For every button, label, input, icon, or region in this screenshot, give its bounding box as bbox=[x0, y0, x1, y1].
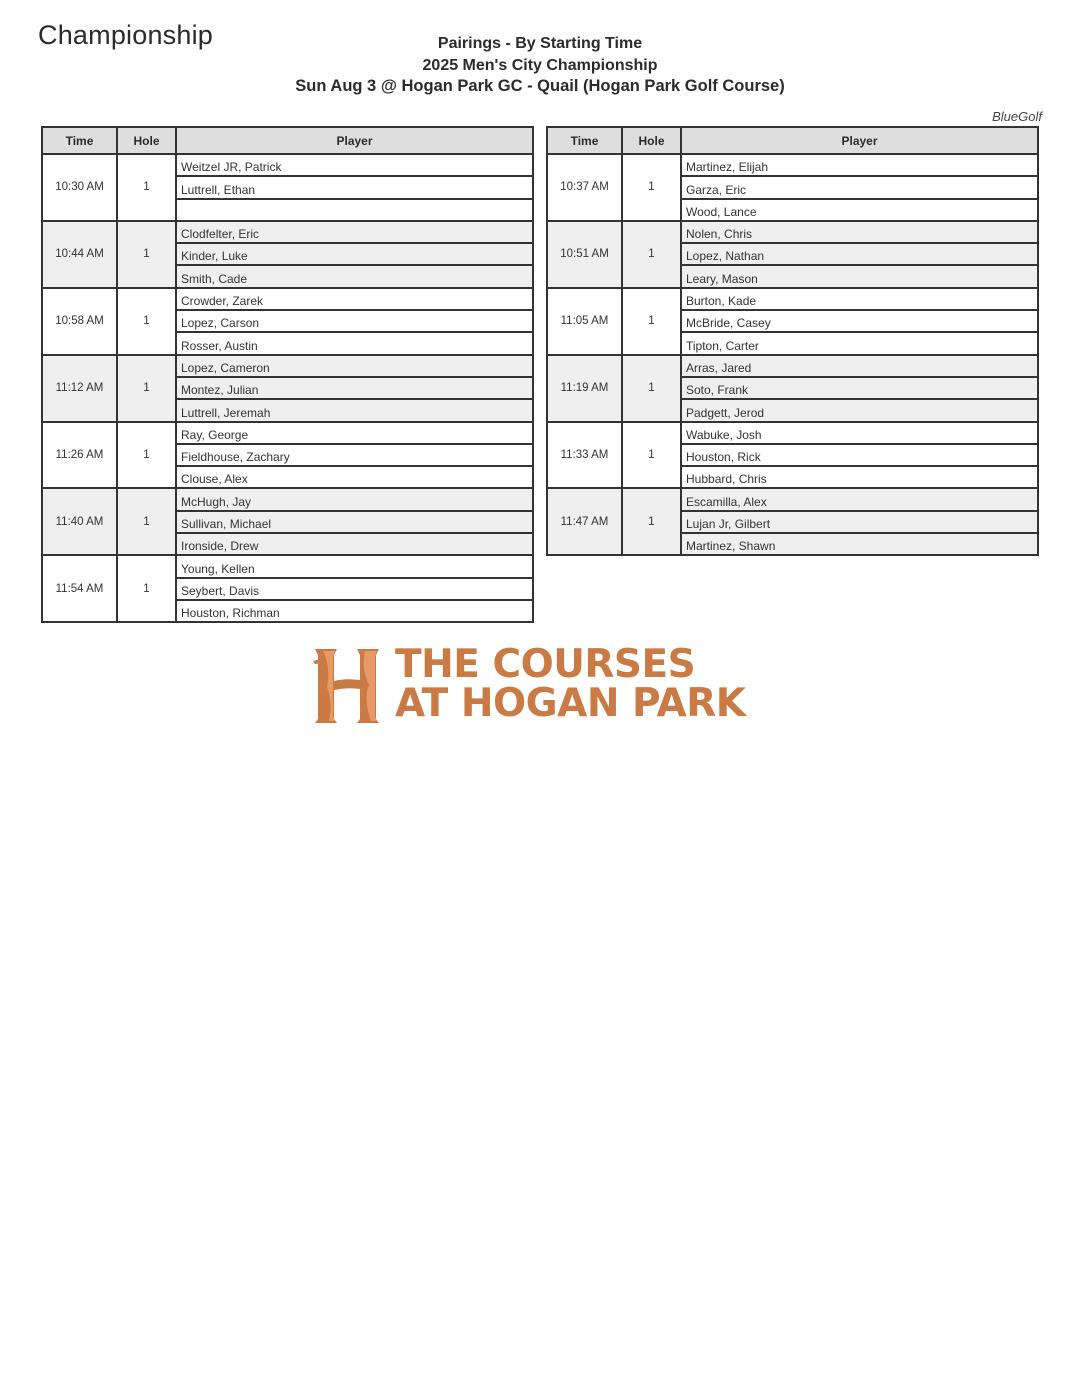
table-row bbox=[547, 154, 1038, 176]
starting-hole: 1 bbox=[622, 288, 681, 355]
starting-hole: 1 bbox=[622, 355, 681, 422]
player-name: Martinez, Elijah bbox=[681, 154, 1038, 176]
player-name: Houston, Richman bbox=[176, 600, 533, 622]
pairings-table-right bbox=[546, 126, 1039, 556]
table-row bbox=[547, 221, 1038, 243]
event-date-course: Sun Aug 3 @ Hogan Park GC - Quail (Hogan Park Golf Course) bbox=[295, 77, 785, 95]
hogan-park-logo bbox=[313, 642, 753, 727]
player-name: Clouse, Alex bbox=[176, 466, 533, 488]
player-name: Young, Kellen bbox=[176, 555, 533, 577]
starting-hole: 1 bbox=[622, 422, 681, 489]
table-row bbox=[42, 288, 533, 310]
player-name: Luttrell, Ethan bbox=[176, 176, 533, 198]
player-name: Burton, Kade bbox=[681, 288, 1038, 310]
player-name: Escamilla, Alex bbox=[681, 488, 1038, 510]
starting-hole: 1 bbox=[117, 154, 176, 221]
player-name: Smith, Cade bbox=[176, 265, 533, 287]
tee-time: 11:33 AM bbox=[547, 422, 622, 489]
pairings-body-left bbox=[42, 154, 533, 622]
table-row bbox=[42, 154, 533, 176]
tee-time: 10:37 AM bbox=[547, 154, 622, 221]
document-header bbox=[0, 33, 1080, 98]
player-name: Lopez, Nathan bbox=[681, 243, 1038, 265]
starting-hole: 1 bbox=[117, 555, 176, 622]
pairings-table-left bbox=[41, 126, 534, 623]
player-name: Lopez, Cameron bbox=[176, 355, 533, 377]
column-header-hole: Hole bbox=[117, 127, 176, 154]
table-row bbox=[547, 422, 1038, 444]
tee-time: 11:47 AM bbox=[547, 488, 622, 555]
starting-hole: 1 bbox=[117, 221, 176, 288]
table-row bbox=[547, 488, 1038, 510]
player-name: Tipton, Carter bbox=[681, 332, 1038, 354]
player-name: Arras, Jared bbox=[681, 355, 1038, 377]
column-header-time: Time bbox=[547, 127, 622, 154]
column-header-hole: Hole bbox=[622, 127, 681, 154]
player-name: Seybert, Davis bbox=[176, 578, 533, 600]
player-name: Hubbard, Chris bbox=[681, 466, 1038, 488]
starting-hole: 1 bbox=[117, 488, 176, 555]
player-name: Sullivan, Michael bbox=[176, 511, 533, 533]
player-name: Ray, George bbox=[176, 422, 533, 444]
player-name: Montez, Julian bbox=[176, 377, 533, 399]
table-row bbox=[42, 555, 533, 577]
player-name: Wood, Lance bbox=[681, 199, 1038, 221]
table-row bbox=[42, 355, 533, 377]
table-row bbox=[547, 288, 1038, 310]
logo-line-2: AT HOGAN PARK bbox=[395, 681, 746, 726]
player-name: Leary, Mason bbox=[681, 265, 1038, 287]
player-name: Wabuke, Josh bbox=[681, 422, 1038, 444]
player-name: Rosser, Austin bbox=[176, 332, 533, 354]
player-name: Clodfelter, Eric bbox=[176, 221, 533, 243]
player-name: Fieldhouse, Zachary bbox=[176, 444, 533, 466]
player-name: Lopez, Carson bbox=[176, 310, 533, 332]
player-name: Ironside, Drew bbox=[176, 533, 533, 555]
pairings-body-right bbox=[547, 154, 1038, 555]
starting-hole: 1 bbox=[117, 422, 176, 489]
column-header-time: Time bbox=[42, 127, 117, 154]
starting-hole: 1 bbox=[622, 221, 681, 288]
tee-time: 11:05 AM bbox=[547, 288, 622, 355]
hogan-h-monogram-icon bbox=[313, 647, 381, 725]
tee-time: 10:58 AM bbox=[42, 288, 117, 355]
tee-time: 11:19 AM bbox=[547, 355, 622, 422]
player-name: Martinez, Shawn bbox=[681, 533, 1038, 555]
table-header-row bbox=[547, 127, 1038, 154]
corner-title: Championship bbox=[38, 20, 213, 50]
starting-hole: 1 bbox=[117, 288, 176, 355]
player-name: Kinder, Luke bbox=[176, 243, 533, 265]
tee-time: 11:12 AM bbox=[42, 355, 117, 422]
table-row bbox=[42, 422, 533, 444]
player-name: McBride, Casey bbox=[681, 310, 1038, 332]
table-row bbox=[42, 488, 533, 510]
player-name: Houston, Rick bbox=[681, 444, 1038, 466]
player-name: Soto, Frank bbox=[681, 377, 1038, 399]
player-name: Crowder, Zarek bbox=[176, 288, 533, 310]
player-name: Padgett, Jerod bbox=[681, 399, 1038, 421]
logo-line-1: THE COURSES bbox=[395, 642, 696, 687]
player-name: Garza, Eric bbox=[681, 176, 1038, 198]
event-title: 2025 Men's City Championship bbox=[422, 56, 658, 74]
player-name: Nolen, Chris bbox=[681, 221, 1038, 243]
logo-wordmark bbox=[395, 642, 746, 726]
tee-time: 10:44 AM bbox=[42, 221, 117, 288]
table-row bbox=[42, 221, 533, 243]
tee-time: 10:51 AM bbox=[547, 221, 622, 288]
column-header-player: Player bbox=[681, 127, 1038, 154]
player-name: Luttrell, Jeremah bbox=[176, 399, 533, 421]
tee-time: 10:30 AM bbox=[42, 154, 117, 221]
player-name: Weitzel JR, Patrick bbox=[176, 154, 533, 176]
table-header-row bbox=[42, 127, 533, 154]
player-name: McHugh, Jay bbox=[176, 488, 533, 510]
table-row bbox=[547, 355, 1038, 377]
tee-time: 11:26 AM bbox=[42, 422, 117, 489]
report-title: Pairings - By Starting Time bbox=[437, 35, 643, 52]
tee-time: 11:54 AM bbox=[42, 555, 117, 622]
starting-hole: 1 bbox=[622, 488, 681, 555]
starting-hole: 1 bbox=[622, 154, 681, 221]
starting-hole: 1 bbox=[117, 355, 176, 422]
tee-time: 11:40 AM bbox=[42, 488, 117, 555]
provider-credit: BlueGolf bbox=[992, 109, 1042, 124]
player-name bbox=[176, 199, 533, 221]
column-header-player: Player bbox=[176, 127, 533, 154]
player-name: Lujan Jr, Gilbert bbox=[681, 511, 1038, 533]
